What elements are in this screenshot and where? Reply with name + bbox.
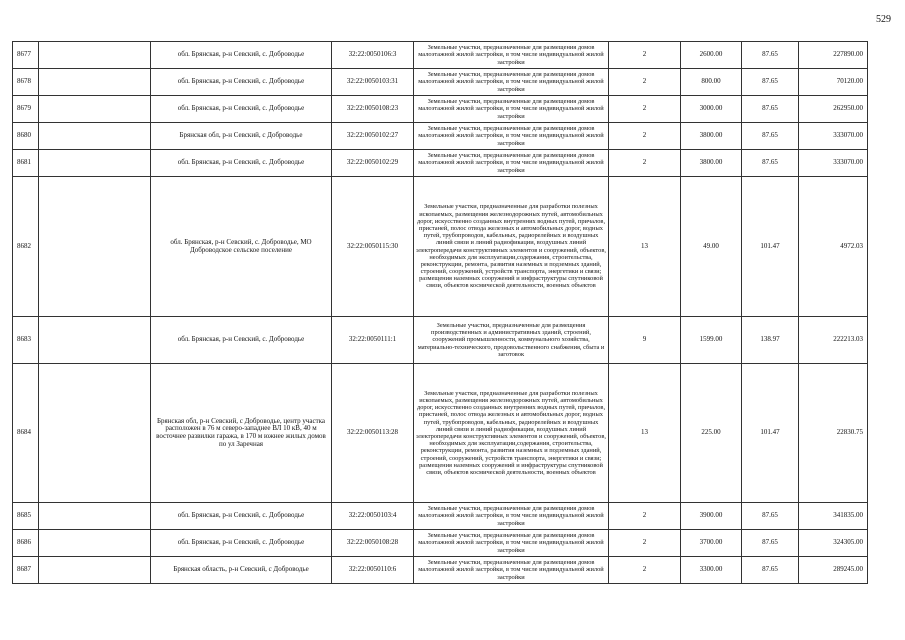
cadastral-value-cell: 4972.03 bbox=[799, 177, 868, 317]
row-number: 8682 bbox=[13, 177, 39, 317]
group-cell: 9 bbox=[609, 317, 681, 364]
row-number: 8677 bbox=[13, 42, 39, 69]
group-cell: 2 bbox=[609, 150, 681, 177]
land-use-cell: Земельные участки, предназначенные для размещения домов малоэтажной жилой застройки, в том числе индивидуальной жилой застройки bbox=[414, 557, 609, 584]
cadastral-number-cell: 32:22:0050115:30 bbox=[332, 177, 414, 317]
area-cell: 3800.00 bbox=[681, 150, 742, 177]
land-use-cell: Земельные участки, предназначенные для размещения домов малоэтажной жилой застройки, в том числе индивидуальной жилой застройки bbox=[414, 503, 609, 530]
area-cell: 2600.00 bbox=[681, 42, 742, 69]
address-cell: обл. Брянская, р-н Севский, с. Доброводье bbox=[151, 42, 332, 69]
group-cell: 2 bbox=[609, 123, 681, 150]
address-cell: обл. Брянская, р-н Севский, с. Доброводье bbox=[151, 150, 332, 177]
table-row bbox=[13, 503, 868, 530]
rate-cell: 87.65 bbox=[742, 123, 799, 150]
cadastral-number-cell: 32:22:0050108:28 bbox=[332, 530, 414, 557]
cadastral-value-cell: 70120.00 bbox=[799, 69, 868, 96]
table-row bbox=[13, 42, 868, 69]
blank-cell bbox=[39, 557, 151, 584]
area-cell: 49.00 bbox=[681, 177, 742, 317]
cadastral-number-cell: 32:22:0050103:4 bbox=[332, 503, 414, 530]
blank-cell bbox=[39, 177, 151, 317]
group-cell: 13 bbox=[609, 177, 681, 317]
blank-cell bbox=[39, 69, 151, 96]
cadastral-value-cell: 262950.00 bbox=[799, 96, 868, 123]
area-cell: 3700.00 bbox=[681, 530, 742, 557]
row-number: 8686 bbox=[13, 530, 39, 557]
group-cell: 2 bbox=[609, 557, 681, 584]
land-use-cell: Земельные участки, предназначенные для размещения домов малоэтажной жилой застройки, в том числе индивидуальной жилой застройки bbox=[414, 69, 609, 96]
address-cell: Брянская область, р-н Севский, с Доброводье bbox=[151, 557, 332, 584]
cadastral-value-table bbox=[12, 41, 868, 584]
row-number: 8683 bbox=[13, 317, 39, 364]
cadastral-value-cell: 333070.00 bbox=[799, 150, 868, 177]
land-use-cell: Земельные участки, предназначенные для размещения домов малоэтажной жилой застройки, в том числе индивидуальной жилой застройки bbox=[414, 530, 609, 557]
row-number: 8687 bbox=[13, 557, 39, 584]
area-cell: 225.00 bbox=[681, 364, 742, 503]
cadastral-number-cell: 32:22:0050102:29 bbox=[332, 150, 414, 177]
area-cell: 800.00 bbox=[681, 69, 742, 96]
rate-cell: 87.65 bbox=[742, 150, 799, 177]
cadastral-number-cell: 32:22:0050108:23 bbox=[332, 96, 414, 123]
row-number: 8684 bbox=[13, 364, 39, 503]
rate-cell: 101.47 bbox=[742, 177, 799, 317]
cadastral-number-cell: 32:22:0050102:27 bbox=[332, 123, 414, 150]
group-cell: 2 bbox=[609, 42, 681, 69]
rate-cell: 87.65 bbox=[742, 96, 799, 123]
cadastral-value-cell: 324305.00 bbox=[799, 530, 868, 557]
cadastral-number-cell: 32:22:0050106:3 bbox=[332, 42, 414, 69]
rate-cell: 87.65 bbox=[742, 557, 799, 584]
table-row bbox=[13, 177, 868, 317]
land-use-cell: Земельные участки, предназначенные для размещения домов малоэтажной жилой застройки, в том числе индивидуальной жилой застройки bbox=[414, 96, 609, 123]
rate-cell: 101.47 bbox=[742, 364, 799, 503]
group-cell: 2 bbox=[609, 96, 681, 123]
blank-cell bbox=[39, 503, 151, 530]
blank-cell bbox=[39, 530, 151, 557]
table-row bbox=[13, 317, 868, 364]
table-row bbox=[13, 123, 868, 150]
area-cell: 3300.00 bbox=[681, 557, 742, 584]
address-cell: Брянская обл, р-н Севский, с Доброводье, центр участка расположен в 76 м северо-западнее ВЛ 10 кВ, 40 м восточнее развилки гаража, в 170 м южнее жилых домов по ул Заречная bbox=[151, 364, 332, 503]
page-number: 529 bbox=[876, 14, 891, 25]
rate-cell: 87.65 bbox=[742, 42, 799, 69]
group-cell: 2 bbox=[609, 503, 681, 530]
address-cell: обл. Брянская, р-н Севский, с. Доброводье bbox=[151, 530, 332, 557]
rate-cell: 87.65 bbox=[742, 69, 799, 96]
cadastral-value-cell: 333070.00 bbox=[799, 123, 868, 150]
address-cell: обл. Брянская, р-н Севский, с. Доброводье bbox=[151, 503, 332, 530]
blank-cell bbox=[39, 364, 151, 503]
address-cell: Брянская обл, р-н Севский, с Доброводье bbox=[151, 123, 332, 150]
area-cell: 1599.00 bbox=[681, 317, 742, 364]
rate-cell: 87.65 bbox=[742, 530, 799, 557]
area-cell: 3800.00 bbox=[681, 123, 742, 150]
row-number: 8680 bbox=[13, 123, 39, 150]
cadastral-value-cell: 289245.00 bbox=[799, 557, 868, 584]
rate-cell: 138.97 bbox=[742, 317, 799, 364]
cadastral-number-cell: 32:22:0050110:6 bbox=[332, 557, 414, 584]
row-number: 8679 bbox=[13, 96, 39, 123]
cadastral-value-cell: 222213.03 bbox=[799, 317, 868, 364]
cadastral-number-cell: 32:22:0050103:31 bbox=[332, 69, 414, 96]
blank-cell bbox=[39, 96, 151, 123]
cadastral-number-cell: 32:22:0050113:28 bbox=[332, 364, 414, 503]
group-cell: 13 bbox=[609, 364, 681, 503]
area-cell: 3000.00 bbox=[681, 96, 742, 123]
land-use-cell: Земельные участки, предназначенные для размещения домов малоэтажной жилой застройки, в том числе индивидуальной жилой застройки bbox=[414, 150, 609, 177]
table-row bbox=[13, 530, 868, 557]
cadastral-number-cell: 32:22:0050111:1 bbox=[332, 317, 414, 364]
table-row bbox=[13, 364, 868, 503]
rate-cell: 87.65 bbox=[742, 503, 799, 530]
blank-cell bbox=[39, 123, 151, 150]
address-cell: обл. Брянская, р-н Севский, с. Доброводье bbox=[151, 69, 332, 96]
area-cell: 3900.00 bbox=[681, 503, 742, 530]
row-number: 8685 bbox=[13, 503, 39, 530]
table-row bbox=[13, 557, 868, 584]
land-use-cell: Земельные участки, предназначенные для размещения производственных и административных зданий, строений, сооружений промышленности, коммунального хозяйства, материально-технического, продовольственного снабжения, сбыта и заготовок bbox=[414, 317, 609, 364]
land-use-cell: Земельные участки, предназначенные для размещения домов малоэтажной жилой застройки, в том числе индивидуальной жилой застройки bbox=[414, 42, 609, 69]
land-use-cell: Земельные участки, предназначенные для разработки полезных ископаемых, размещения железнодорожных путей, автомобильных дорог, искусственно созданных внутренних водных путей, причалов, пристаней, полос отвода железных и автомобильных дорог, водных путей, трубопроводов, кабельных, радиорелейных и воздушных линий связи и линий радиофикации, воздушных линий электропередачи конструктивных элементов и сооружений, объектов, необходимых для эксплуатации,содержания, строительства, реконструкции, ремонта, развития наземных и подземных зданий, строений, сооружений, устройств транспорта, энергетики и связи; размещения наземных сооружений и инфраструктуры спутниковой связи, объектов космической деятельности, военных объектов bbox=[414, 177, 609, 317]
cadastral-value-cell: 227890.00 bbox=[799, 42, 868, 69]
address-cell: обл. Брянская, р-н Севский, с. Доброводье bbox=[151, 96, 332, 123]
blank-cell bbox=[39, 150, 151, 177]
blank-cell bbox=[39, 42, 151, 69]
cadastral-value-cell: 22830.75 bbox=[799, 364, 868, 503]
land-use-cell: Земельные участки, предназначенные для разработки полезных ископаемых, размещения железнодорожных путей, автомобильных дорог, искусственно созданных внутренних водных путей, причалов, пристаней, полос отвода железных и автомобильных дорог, водных путей, трубопроводов, кабельных, радиорелейных и воздушных линий связи и линий радиофикации, воздушных линий электропередачи конструктивных элементов и сооружений, объектов, необходимых для эксплуатации,содержания, строительства, реконструкции, ремонта, развития наземных и подземных зданий, строений, сооружений, устройств транспорта, энергетики и связи; размещения наземных сооружений и инфраструктуры спутниковой связи, объектов космической деятельности, военных объектов bbox=[414, 364, 609, 503]
land-use-cell: Земельные участки, предназначенные для размещения домов малоэтажной жилой застройки, в том числе индивидуальной жилой застройки bbox=[414, 123, 609, 150]
cadastral-value-cell: 341835.00 bbox=[799, 503, 868, 530]
blank-cell bbox=[39, 317, 151, 364]
address-cell: обл. Брянская, р-н Севский, с. Доброводье, МО Доброводское сельское поселение bbox=[151, 177, 332, 317]
group-cell: 2 bbox=[609, 69, 681, 96]
row-number: 8681 bbox=[13, 150, 39, 177]
address-cell: обл. Брянская, р-н Севский, с. Доброводье bbox=[151, 317, 332, 364]
table-row bbox=[13, 69, 868, 96]
group-cell: 2 bbox=[609, 530, 681, 557]
row-number: 8678 bbox=[13, 69, 39, 96]
table-row bbox=[13, 96, 868, 123]
table-row bbox=[13, 150, 868, 177]
